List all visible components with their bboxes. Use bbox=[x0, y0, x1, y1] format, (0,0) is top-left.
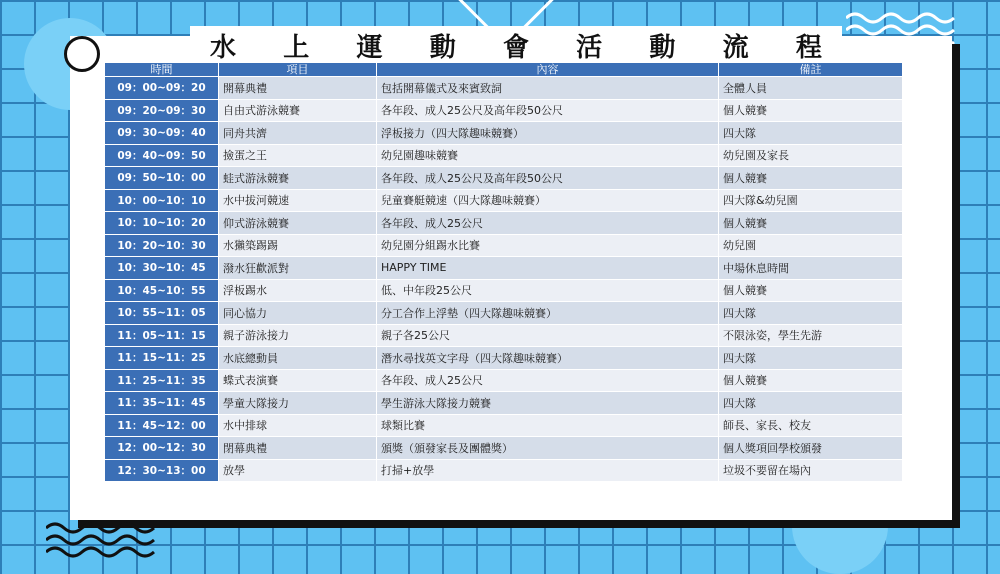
cell-item: 親子游泳接力 bbox=[219, 324, 377, 347]
cell-item: 自由式游泳競賽 bbox=[219, 99, 377, 122]
cell-time: 09：50~10：00 bbox=[105, 167, 219, 190]
cell-time: 10：30~10：45 bbox=[105, 257, 219, 280]
cell-time: 10：45~10：55 bbox=[105, 279, 219, 302]
cell-content: 各年段、成人25公尺及高年段50公尺 bbox=[377, 167, 719, 190]
cell-item: 開幕典禮 bbox=[219, 77, 377, 100]
header-time: 時間 bbox=[105, 63, 219, 77]
cell-item: 閉幕典禮 bbox=[219, 437, 377, 460]
cell-content: 潛水尋找英文字母（四大隊趣味競賽） bbox=[377, 347, 719, 370]
cell-note: 師長、家長、校友 bbox=[719, 414, 903, 437]
cell-note: 四大隊&幼兒園 bbox=[719, 189, 903, 212]
table-row bbox=[105, 144, 903, 167]
cell-note: 個人競賽 bbox=[719, 167, 903, 190]
cell-item: 水底總動員 bbox=[219, 347, 377, 370]
cell-content: 幼兒園趣味競賽 bbox=[377, 144, 719, 167]
table-row bbox=[105, 279, 903, 302]
cell-note: 個人獎項回學校頒發 bbox=[719, 437, 903, 460]
schedule-table bbox=[104, 62, 903, 482]
table-row bbox=[105, 347, 903, 370]
cell-content: 各年段、成人25公尺 bbox=[377, 369, 719, 392]
cell-content: 球類比賽 bbox=[377, 414, 719, 437]
table-row bbox=[105, 77, 903, 100]
decor-waves-bottom-left bbox=[46, 518, 156, 563]
cell-time: 10：10~10：20 bbox=[105, 212, 219, 235]
title-char: 活 bbox=[576, 32, 603, 63]
title-char: 會 bbox=[502, 32, 529, 63]
cell-content: 各年段、成人25公尺及高年段50公尺 bbox=[377, 99, 719, 122]
page-title bbox=[190, 26, 842, 64]
table-row bbox=[105, 189, 903, 212]
title-char: 流 bbox=[722, 32, 749, 63]
cell-time: 11：45~12：00 bbox=[105, 414, 219, 437]
cell-note: 個人競賽 bbox=[719, 369, 903, 392]
cell-time: 09：00~09：20 bbox=[105, 77, 219, 100]
table-row bbox=[105, 437, 903, 460]
cell-content: 低、中年段25公尺 bbox=[377, 279, 719, 302]
cell-item: 水中拔河競速 bbox=[219, 189, 377, 212]
cell-note: 個人競賽 bbox=[719, 212, 903, 235]
cell-note: 垃圾不要留在場內 bbox=[719, 459, 903, 482]
cell-content: 親子各25公尺 bbox=[377, 324, 719, 347]
cell-note: 四大隊 bbox=[719, 122, 903, 145]
table-row bbox=[105, 212, 903, 235]
cell-time: 10：20~10：30 bbox=[105, 234, 219, 257]
title-char: 程 bbox=[795, 32, 822, 63]
cell-time: 11：15~11：25 bbox=[105, 347, 219, 370]
cell-note: 個人競賽 bbox=[719, 99, 903, 122]
table-row bbox=[105, 302, 903, 325]
cell-note: 四大隊 bbox=[719, 347, 903, 370]
cell-item: 潑水狂歡派對 bbox=[219, 257, 377, 280]
table-row bbox=[105, 234, 903, 257]
cell-item: 放學 bbox=[219, 459, 377, 482]
table-row bbox=[105, 369, 903, 392]
table-header-row bbox=[105, 63, 903, 77]
cell-time: 09：20~09：30 bbox=[105, 99, 219, 122]
title-char: 動 bbox=[429, 32, 456, 63]
cell-note: 四大隊 bbox=[719, 392, 903, 415]
table-row bbox=[105, 324, 903, 347]
table-row bbox=[105, 392, 903, 415]
cell-content: HAPPY TIME bbox=[377, 257, 719, 280]
cell-time: 11：25~11：35 bbox=[105, 369, 219, 392]
table-row bbox=[105, 257, 903, 280]
cell-time: 12：30~13：00 bbox=[105, 459, 219, 482]
cell-item: 學童大隊接力 bbox=[219, 392, 377, 415]
header-item: 項目 bbox=[219, 63, 377, 77]
cell-content: 打掃+放學 bbox=[377, 459, 719, 482]
title-char: 運 bbox=[356, 32, 383, 63]
cell-content: 浮板接力（四大隊趣味競賽） bbox=[377, 122, 719, 145]
title-char: 上 bbox=[283, 32, 310, 63]
table-row bbox=[105, 99, 903, 122]
cell-item: 浮板踢水 bbox=[219, 279, 377, 302]
table-row bbox=[105, 414, 903, 437]
cell-content: 學生游泳大隊接力競賽 bbox=[377, 392, 719, 415]
decor-ring bbox=[64, 36, 100, 72]
cell-note: 全體人員 bbox=[719, 77, 903, 100]
cell-time: 11：35~11：45 bbox=[105, 392, 219, 415]
cell-item: 撿蛋之王 bbox=[219, 144, 377, 167]
cell-content: 兒童賽艇競速（四大隊趣味競賽） bbox=[377, 189, 719, 212]
cell-note: 幼兒園及家長 bbox=[719, 144, 903, 167]
table-row bbox=[105, 459, 903, 482]
cell-content: 分工合作上浮墊（四大隊趣味競賽） bbox=[377, 302, 719, 325]
cell-note: 個人競賽 bbox=[719, 279, 903, 302]
cell-time: 09：30~09：40 bbox=[105, 122, 219, 145]
cell-content: 包括開幕儀式及來賓致詞 bbox=[377, 77, 719, 100]
title-char: 水 bbox=[210, 32, 237, 63]
header-note: 備註 bbox=[719, 63, 903, 77]
cell-item: 同舟共濟 bbox=[219, 122, 377, 145]
cell-time: 09：40~09：50 bbox=[105, 144, 219, 167]
cell-note: 四大隊 bbox=[719, 302, 903, 325]
cell-note: 中場休息時間 bbox=[719, 257, 903, 280]
cell-time: 12：00~12：30 bbox=[105, 437, 219, 460]
cell-item: 水獺築踢踢 bbox=[219, 234, 377, 257]
title-char: 動 bbox=[649, 32, 676, 63]
cell-content: 各年段、成人25公尺 bbox=[377, 212, 719, 235]
cell-item: 蝶式表演賽 bbox=[219, 369, 377, 392]
cell-content: 幼兒園分組踢水比賽 bbox=[377, 234, 719, 257]
cell-item: 水中排球 bbox=[219, 414, 377, 437]
cell-time: 10：00~10：10 bbox=[105, 189, 219, 212]
cell-time: 11：05~11：15 bbox=[105, 324, 219, 347]
cell-time: 10：55~11：05 bbox=[105, 302, 219, 325]
cell-item: 仰式游泳競賽 bbox=[219, 212, 377, 235]
cell-note: 不限泳姿，學生先游 bbox=[719, 324, 903, 347]
cell-content: 頒獎（頒發家長及團體獎） bbox=[377, 437, 719, 460]
table-row bbox=[105, 167, 903, 190]
table-row bbox=[105, 122, 903, 145]
cell-item: 同心協力 bbox=[219, 302, 377, 325]
cell-item: 蛙式游泳競賽 bbox=[219, 167, 377, 190]
cell-note: 幼兒園 bbox=[719, 234, 903, 257]
header-content: 內容 bbox=[377, 63, 719, 77]
